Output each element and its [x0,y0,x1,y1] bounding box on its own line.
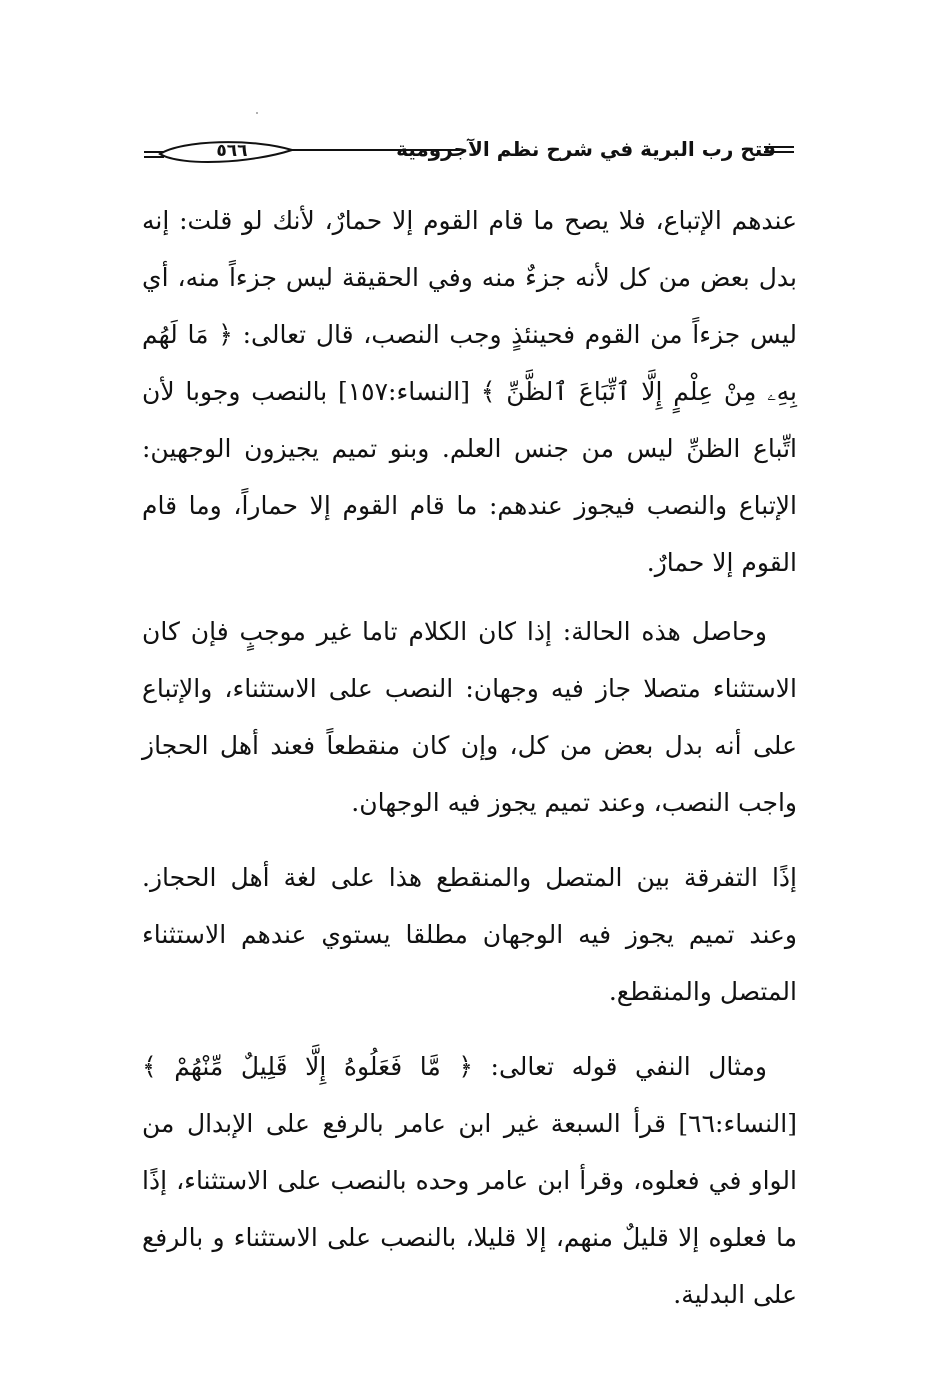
book-title: فتح رب البرية في شرح نظم الآجرومية [396,137,776,161]
page-number: ٥٦٦ [216,141,248,161]
paragraph-3: إذًا التفرقة بين المتصل والمنقطع هذا على لغة أهل الحجاز. وعند تميم يجوز فيه الوجهان مطلقا يستوي عندهم الاستثناء المتصل والمنقطع. [142,863,797,1006]
paragraph-4: ومثال النفي قوله تعالى: ﴿ مَّا فَعَلُوهُ إِلَّا قَلِيلٌ مِّنْهُمْ ﴾ [النساء:٦٦] قرأ السبعة غير ابن عامر بالرفع على الإبدال من الواو في فعلوه، وقرأ ابن عامر وحده بالنصب على الاستثناء، إذًا ما فعلوه إلا قليلٌ منهم، إلا قليلا، بالنصب على الاستثناء و بالرفع على البدلية. [142,1052,797,1309]
page-body [142,192,797,1323]
paragraph-2: وحاصل هذه الحالة: إذا كان الكلام تاما غير موجبٍ فإن كان الاستثناء متصلا جاز فيه وجهان: النصب على الاستثناء، والإتباع على أنه بدل بعض من كل، وإن كان منقطعاً فعند أهل الحجاز واجب النصب، وعند تميم يجوز فيه الوجهان. [142,617,797,817]
print-speck [256,112,258,114]
paragraph-1: عندهم الإتباع، فلا يصح ما قام القوم إلا حمارٌ، لأنك لو قلت: إنه بدل بعض من كل لأنه جزءٌ منه وفي الحقيقة ليس جزءاً منه، أي ليس جزءاً من القوم فحينئذٍ وجب النصب، قال تعالى: ﴿ مَا لَهُم بِهِۦ مِنْ عِلْمٍ إِلَّا ٱتِّبَاعَ ٱلظَّنِّ ﴾ [النساء:١٥٧] بالنصب وجوبا لأن اتِّباع الظنِّ ليس من جنس العلم. وبنو تميم يجيزون الوجهين: الإتباع والنصب فيجوز عندهم: ما قام القوم إلا حماراً، وما قام القوم إلا حمارٌ. [142,206,797,577]
running-header [142,133,798,173]
